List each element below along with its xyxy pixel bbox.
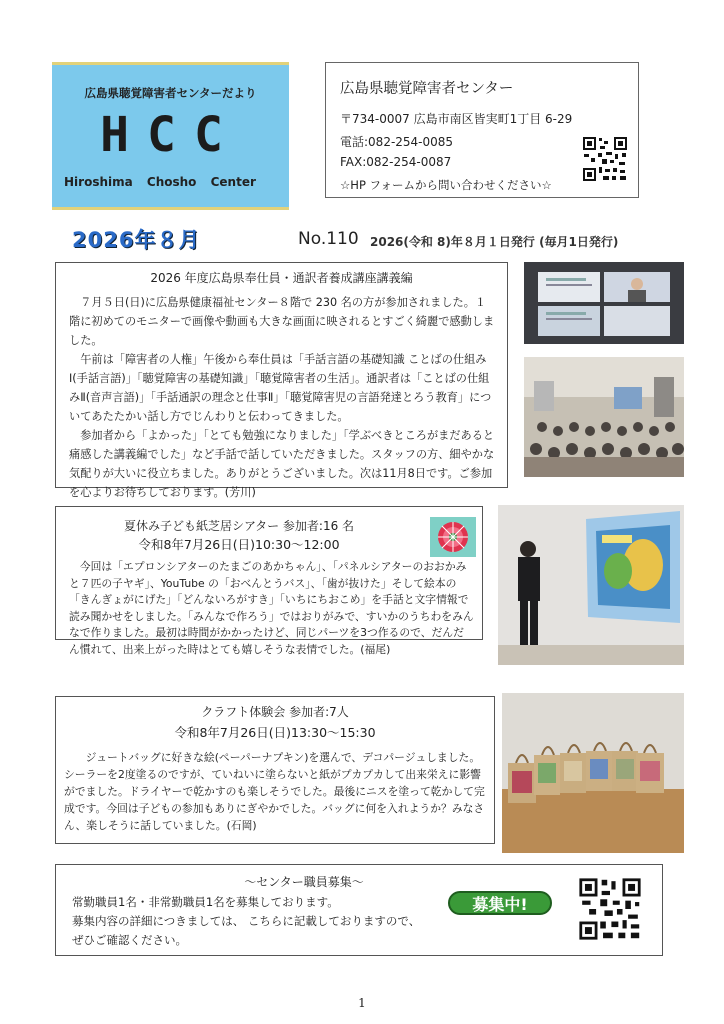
masthead-title: HCC [100,107,241,163]
contact-box [325,62,639,198]
paragraph: 午前は「障害者の人権」午後から奉仕員は「手話言語の基礎知識 ことばの仕組みⅠ(手話言語)」「聴覚障害の基礎知識」「聴覚障害者の生活」。通訳者は「ことばの仕組みⅡ(音声言語)」「手話通訳の理念と仕事Ⅱ」「聴覚障害児の言語発達とろう教育」についてあたたかい話し方でじんわりと伝わってきました。 [69,353,492,423]
qr-code-icon[interactable] [578,877,642,941]
recruiting-badge: 募集中! [448,891,552,915]
org-fax: FAX:082-254-0087 [340,155,452,169]
article-date: 令和8年7月26日(日)13:30～15:30 [174,725,376,740]
article-title: クラフト体験会 参加者:7人 [201,705,349,719]
lecture-hall-photo [524,357,684,477]
qr-code-icon[interactable] [582,136,628,182]
org-name: 広島県聴覚障害者センター [340,81,514,97]
masthead [52,62,289,210]
org-address: 〒734-0007 広島市南区皆実町1丁目 6-29 [340,112,573,126]
issue-info: 2026(令和 8)年８月１日発行 (毎月1日発行) [370,235,619,249]
jute-bags-photo [502,693,684,853]
recruit-box [55,864,663,956]
recruit-line: 募集内容の詳細につきましては、 こちらに記載しておりますので、 [72,914,421,928]
masthead-subtitle: 広島県聴覚障害者センターだより [84,86,257,100]
paragraph: ７月５日(日)に広島県健康福祉センター８階で 230 名の方が参加されました。１階に初めてのモニターで画像や動画も大きな画面に映されるとすごく綺麗で感動しました。 [69,296,495,347]
origami-fan-icon [430,517,476,557]
article-body: ジュートバッグに好きな絵(ペーパーナプキン)を選んで、デコパージュしました。シーラーを2度塗るのですが、ていねいに塗らないと紙がプカプカして出来栄えに影響がでました。ドライヤーで乾かすのも楽しそうでした。最後にニスを塗って乾かして完成です。今回は子どもの参加もありにぎやかでした。バッグに何を入れようか？みなさん、楽しそうに話していました。(石岡) [64,751,485,832]
article-title: 夏休み子ども紙芝居シアター 参加者:16 名 [123,519,355,533]
article-body: 今回は「エプロンシアターのたまごのあかちゃん」、「パネルシアターのおおかみと７匹の子ヤギ」、YouTube の「おべんとうバス」、「歯が抜けた」そして絵本の「きんぎょがにげた」「どんないろがすき」「いちにちおこめ」を手話と文字情報で読み聞かせをしました。「みんなで作ろう」ではおりがみで、すいかのうちわをみんなで作りました。最初は時間がかかったけど、同じパーツを3つ作るので、だんだん慣れて、出来上がった時はとても嬉しそうな表情でした。(福尾) [69,560,474,656]
article-craft [55,696,495,844]
recruit-body [72,893,472,950]
masthead-roman: Hiroshima Chosho Center [64,175,256,189]
article-training-lecture [55,262,508,499]
org-hp-note: ☆HP フォームから問い合わせください☆ [340,178,552,192]
recruit-line: 常勤職員1名・非常勤職員1名を募集しております。 [72,895,339,909]
storytelling-photo [498,505,684,665]
article-kamishibai [55,506,483,656]
recruit-heading: ～センター職員募集～ [244,875,364,889]
lecture-monitor-photo [524,262,684,344]
issue-number: No.110 [298,229,359,249]
article-date: 令和8年7月26日(日)10:30～12:00 [138,537,340,552]
page-number: 1 [358,996,366,1010]
article-body [69,293,497,502]
org-tel: 電話:082-254-0085 [340,135,454,149]
paragraph: 参加者から「よかった」「とても勉強になりました」「学ぶべきところがまだあると痛感した講義編でした」など手話で話していただきました。スタッフの方、細やかな気配りが大いに役立ちました。ありがとうございました。次は11月8日です。ご参加を心よりお待ちしております。(芳川) [69,429,495,499]
article-title: 2026 年度広島県奉仕員・通訳者養成講座講義編 [150,271,413,285]
recruit-line: ぜひご確認ください。 [72,933,187,947]
issue-date: 2026年８月 [72,228,201,252]
